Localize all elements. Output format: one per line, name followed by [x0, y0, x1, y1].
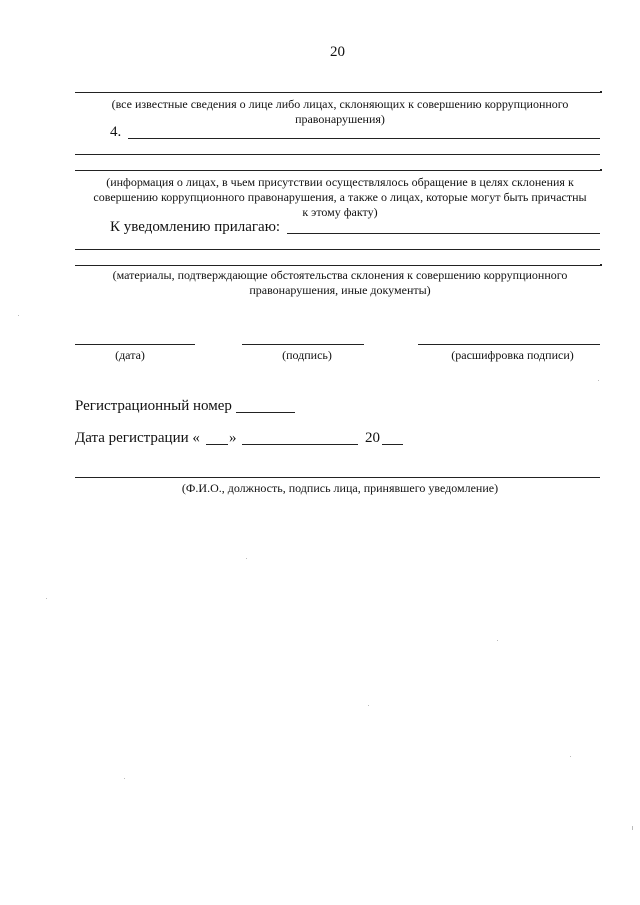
caption-signature: (подпись) [282, 348, 332, 362]
registration-year: 20 [365, 430, 380, 446]
blank-line [75, 154, 600, 155]
scan-speck [246, 558, 247, 559]
scan-speck [46, 598, 47, 599]
registration-day-line [206, 444, 228, 445]
line-end-dot [600, 264, 602, 266]
registration-date-close: » [229, 430, 237, 446]
blank-line [75, 170, 600, 171]
page-number: 20 [330, 44, 345, 60]
attachment-line [287, 233, 600, 234]
scan-speck [497, 640, 498, 641]
caption-known-info: (все известные сведения о лице либо лицах, склоняющих к совершению коррупционного правонарушения) [111, 97, 569, 126]
registration-number-line [236, 412, 295, 413]
scan-speck [368, 705, 369, 706]
caption-decoding: (расшифровка подписи) [451, 348, 574, 362]
scan-speck [632, 826, 633, 830]
registration-number-label: Регистрационный номер [75, 398, 232, 414]
item-4-line [128, 138, 600, 139]
date-line [75, 344, 195, 345]
scan-speck [18, 315, 19, 316]
line-end-dot [600, 91, 602, 93]
item-number: 4. [110, 124, 122, 140]
registration-date-label: Дата регистрации « [75, 430, 200, 446]
caption-persons-present: (информация о лицах, в чьем присутствии осуществлялось обращение в целях склонения к совершению коррупционного правонарушения, а также о лицах, которые могут быть причастны к этому факту) [93, 175, 587, 219]
receiver-line [75, 477, 600, 478]
signature-line [242, 344, 364, 345]
blank-line [75, 249, 600, 250]
scan-speck [124, 778, 125, 779]
blank-line [75, 92, 600, 93]
caption-date: (дата) [115, 348, 145, 362]
scan-speck [570, 756, 571, 757]
caption-materials: (материалы, подтверждающие обстоятельства склонения к совершению коррупционного правонарушения, иные документы) [112, 268, 568, 297]
line-end-dot [600, 169, 602, 171]
decoding-line [418, 344, 600, 345]
scan-speck [598, 380, 599, 381]
attachment-label: К уведомлению прилагаю: [110, 219, 281, 235]
blank-line [75, 265, 600, 266]
registration-month-line [242, 444, 358, 445]
registration-year-line [382, 444, 403, 445]
caption-receiver: (Ф.И.О., должность, подпись лица, принявшего уведомление) [181, 481, 499, 495]
